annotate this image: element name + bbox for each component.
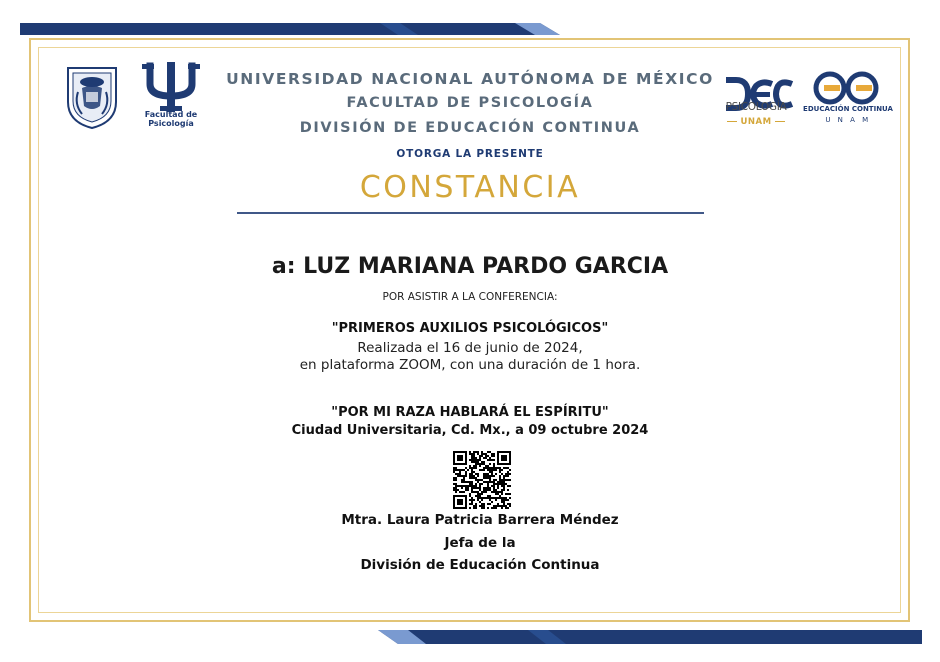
ec-unam-label: U N A M [825, 116, 871, 124]
qr-code-icon [453, 451, 511, 509]
unam-seal-icon [60, 62, 124, 130]
conference-title: "PRIMEROS AUXILIOS PSICOLÓGICOS" [331, 321, 609, 336]
faculty-name: FACULTAD DE PSICOLOGÍA [346, 95, 594, 111]
conference-platform: en plataforma ZOOM, con una duración de 1 hora. [299, 357, 641, 373]
grant-statement: OTORGA LA PRESENTE [396, 148, 544, 160]
place-and-date: Ciudad Universitaria, Cd. Mx., a 09 octubre 2024 [291, 423, 649, 438]
institution-name: UNIVERSIDAD NACIONAL AUTÓNOMA DE MÉXICO [226, 70, 714, 88]
facultad-caption: Facultad de Psicología [144, 110, 198, 128]
bottom-decorative-band [378, 630, 922, 644]
recipient-name: a: LUZ MARIANA PARDO GARCIA [271, 254, 669, 279]
top-decorative-band [20, 23, 560, 35]
ec-caption: EDUCACIÓN CONTINUA [803, 105, 893, 113]
signatory-role: Jefa de la [444, 535, 516, 551]
dec-unam-label: UNAM [722, 117, 790, 127]
certificate-title: CONSTANCIA [359, 170, 581, 205]
division-name: DIVISIÓN DE EDUCACIÓN CONTINUA [299, 120, 641, 136]
signatory-division: División de Educación Continua [360, 557, 600, 573]
conference-date: Realizada el 16 de junio de 2024, [357, 340, 583, 356]
title-divider [237, 212, 704, 214]
university-motto: "POR MI RAZA HABLARÁ EL ESPÍRITU" [331, 405, 609, 420]
attendance-statement: POR ASISTIR A LA CONFERENCIA: [382, 291, 558, 303]
dec-caption: PSICOLOGÍA [725, 101, 787, 113]
signatory-name: Mtra. Laura Patricia Barrera Méndez [341, 512, 619, 528]
educacion-continua-icon [804, 70, 892, 110]
